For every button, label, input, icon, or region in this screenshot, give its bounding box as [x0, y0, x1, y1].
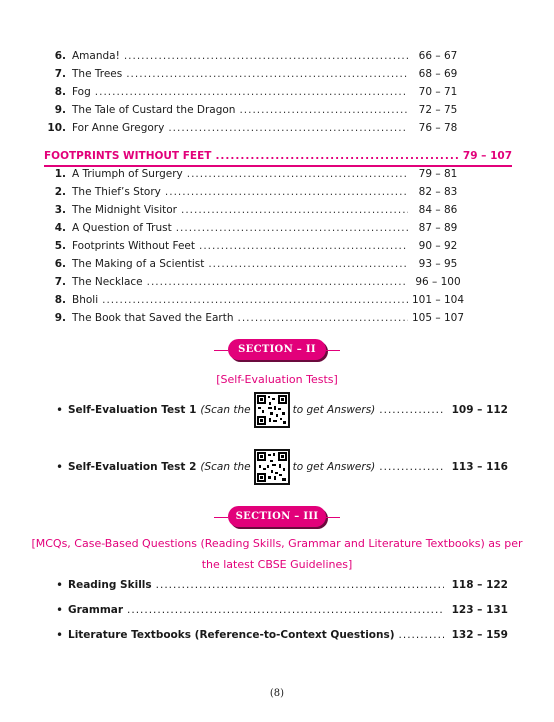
qr-code-icon[interactable] [254, 449, 290, 485]
footprints-heading-title: FOOTPRINTS WITHOUT FEET [44, 150, 212, 162]
leader-dots [95, 85, 408, 99]
item-number: 5. [54, 240, 66, 252]
section-subheading: the latest CBSE Guidelines] [201, 558, 353, 571]
self-evaluation-test-row [56, 449, 508, 485]
toc-row [44, 221, 464, 235]
item-pages: 90 – 92 [418, 240, 458, 252]
answers-label: to get Answers) [292, 404, 376, 416]
item-pages: 66 – 67 [418, 50, 458, 62]
item-title: For Anne Gregory [72, 122, 165, 134]
item-pages: 96 – 100 [415, 276, 461, 288]
bullet-icon: • [56, 603, 64, 617]
item-number: 9. [54, 104, 66, 116]
item-title: Footprints Without Feet [72, 240, 195, 252]
leader-dots [124, 49, 408, 63]
item-number: 2. [54, 186, 66, 198]
item-title: The Necklace [72, 276, 143, 288]
self-evaluation-test-row [56, 392, 508, 428]
item-number: 7. [54, 68, 66, 80]
section-badge [228, 339, 326, 360]
leader-dots [199, 239, 408, 253]
toc-row [44, 239, 464, 253]
item-pages: 105 – 107 [412, 312, 465, 324]
answers-label: to get Answers) [292, 461, 376, 473]
bullet-icon: • [56, 628, 64, 642]
item-title: Literature Textbooks (Reference-to-Context Questions) [68, 629, 395, 641]
item-number: 8. [54, 294, 66, 306]
item-pages: 101 – 104 [412, 294, 465, 306]
leader-dots [181, 203, 408, 217]
toc-row [44, 49, 464, 63]
item-number: 3. [54, 204, 66, 216]
item-pages: 79 – 81 [418, 168, 458, 180]
toc-row [44, 167, 464, 181]
section-badge-label: SECTION – III [235, 511, 319, 522]
bullet-icon: • [56, 578, 64, 592]
leader-dots [379, 461, 444, 473]
item-title: The Tale of Custard the Dragon [72, 104, 236, 116]
item-title: The Book that Saved the Earth [72, 312, 234, 324]
item-pages: 123 – 131 [451, 604, 508, 616]
section-item-row [56, 628, 508, 642]
item-title: Reading Skills [68, 579, 152, 591]
section-subheading: [Self-Evaluation Tests] [216, 373, 338, 386]
leader-dots [102, 293, 408, 307]
item-number: 4. [54, 222, 66, 234]
item-pages: 84 – 86 [418, 204, 458, 216]
section-badge [228, 506, 326, 527]
leader-dots [147, 275, 408, 289]
leader-dots [126, 67, 408, 81]
item-title: A Triumph of Surgery [72, 168, 183, 180]
footprints-heading [44, 150, 512, 162]
leader-dots [176, 221, 408, 235]
item-pages: 68 – 69 [418, 68, 458, 80]
leader-dots [168, 121, 408, 135]
bullet-icon: • [56, 403, 64, 417]
leader-dots [156, 579, 444, 591]
item-pages: 70 – 71 [418, 86, 458, 98]
item-title: The Thief’s Story [72, 186, 161, 198]
section-item-row [56, 603, 508, 617]
item-number: 9. [54, 312, 66, 324]
test-title: Self-Evaluation Test 1 [68, 404, 197, 416]
test-title: Self-Evaluation Test 2 [68, 461, 197, 473]
toc-row [44, 293, 464, 307]
item-number: 7. [54, 276, 66, 288]
item-pages: 118 – 122 [451, 579, 508, 591]
item-pages: 76 – 78 [418, 122, 458, 134]
leader-dots [165, 185, 408, 199]
item-title: Grammar [68, 604, 124, 616]
test-pages: 113 – 116 [451, 461, 508, 473]
leader-dots [238, 311, 409, 325]
qr-code-icon[interactable] [254, 392, 290, 428]
test-pages: 109 – 112 [451, 404, 508, 416]
item-pages: 87 – 89 [418, 222, 458, 234]
leader-dots [379, 404, 444, 416]
scan-label: (Scan the [200, 461, 251, 473]
toc-row [44, 121, 464, 135]
footprints-heading-pages: 79 – 107 [462, 150, 512, 162]
section-item-row [56, 578, 508, 592]
leader-dots [127, 604, 444, 616]
leader-dots [215, 150, 458, 162]
item-pages: 93 – 95 [418, 258, 458, 270]
item-number: 8. [54, 86, 66, 98]
leader-dots [187, 167, 408, 181]
item-title: The Making of a Scientist [72, 258, 205, 270]
section-subheading: [MCQs, Case-Based Questions (Reading Skills, Grammar and Literature Textbooks) as per [31, 537, 523, 550]
toc-row [44, 85, 464, 99]
toc-row [44, 203, 464, 217]
item-number: 10. [47, 122, 66, 134]
toc-row [44, 67, 464, 81]
page-number: (8) [269, 688, 285, 699]
item-number: 6. [54, 50, 66, 62]
section-badge-label: SECTION – II [238, 344, 316, 355]
toc-row [44, 257, 464, 271]
item-title: The Trees [72, 68, 123, 80]
item-title: The Midnight Visitor [72, 204, 177, 216]
item-title: Fog [72, 86, 91, 98]
bullet-icon: • [56, 460, 64, 474]
item-pages: 132 – 159 [451, 629, 508, 641]
leader-dots [208, 257, 408, 271]
toc-row [44, 275, 464, 289]
toc-row [44, 311, 464, 325]
item-pages: 82 – 83 [418, 186, 458, 198]
item-pages: 72 – 75 [418, 104, 458, 116]
leader-dots [399, 629, 444, 641]
toc-row [44, 185, 464, 199]
leader-dots [239, 103, 408, 117]
toc-row [44, 103, 464, 117]
item-title: Bholi [72, 294, 99, 306]
item-number: 6. [54, 258, 66, 270]
scan-label: (Scan the [200, 404, 251, 416]
item-title: Amanda! [72, 50, 120, 62]
item-number: 1. [54, 168, 66, 180]
item-title: A Question of Trust [72, 222, 172, 234]
